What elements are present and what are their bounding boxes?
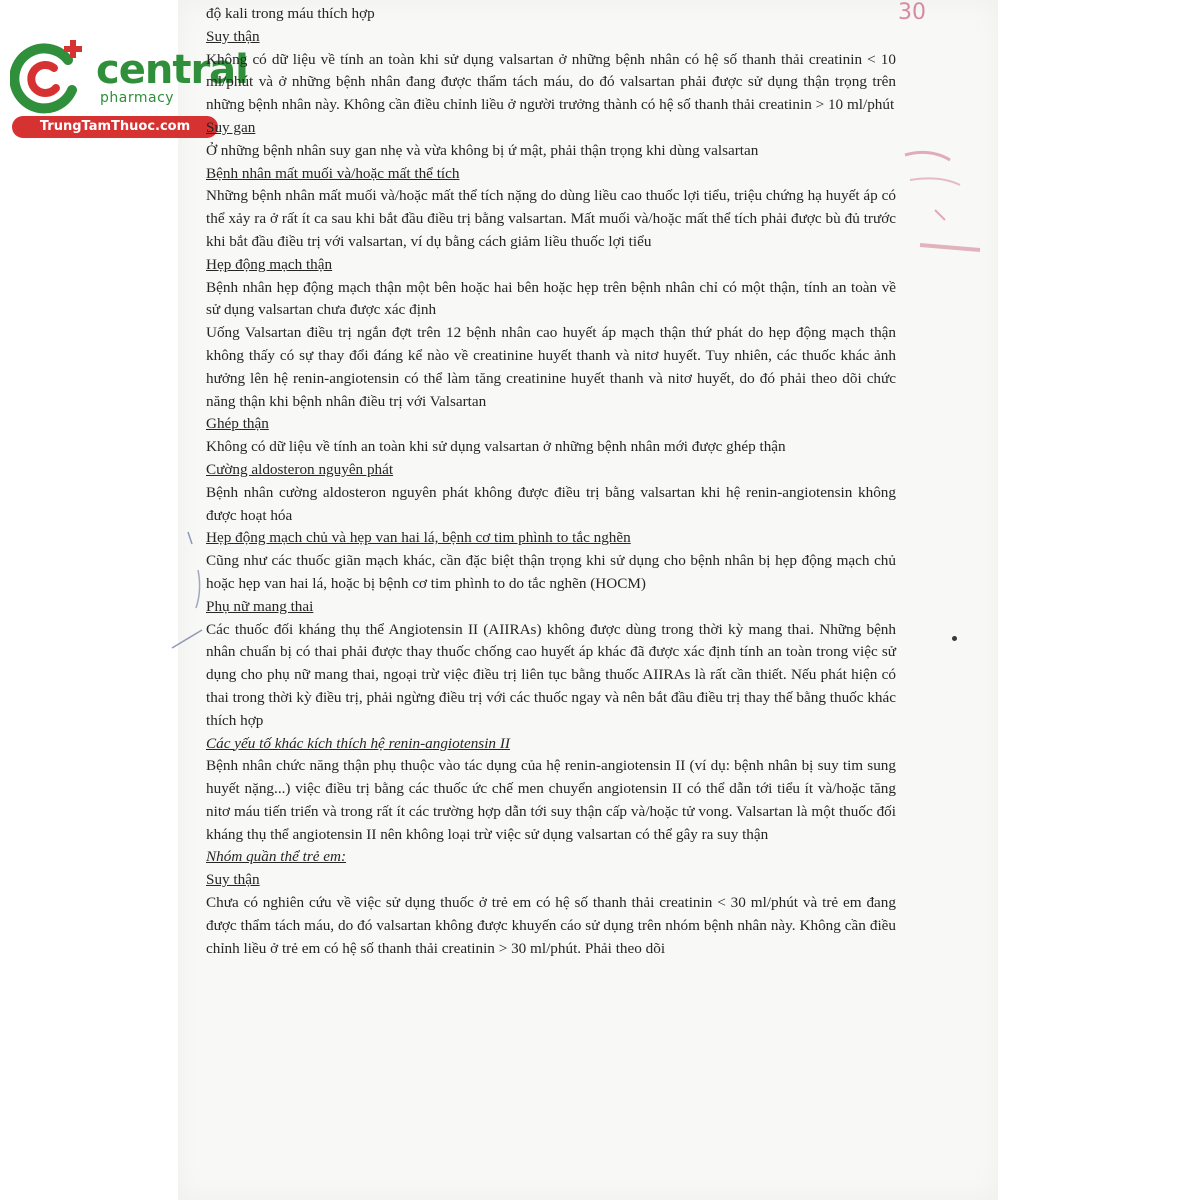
paragraph-tre-em: Chưa có nghiên cứu về việc sử dụng thuốc ở trẻ em có hệ số thanh thải creatinin < 30 ml/phút và trẻ em đang được thẩm tách máu, do đó valsartan không được khuyến cáo sử dụng trên nhóm bệnh nhân này. Không cần điều chỉnh liều ở trẻ em có hệ số thanh thải creatinin > 30 ml/phút. Phải theo dõi bbox=[206, 894, 896, 957]
heading-hep-dong-mach-chu: Hẹp động mạch chủ và hẹp van hai lá, bệnh cơ tim phình to tắc nghẽn bbox=[206, 529, 631, 547]
stamp-fragment-top: 30 bbox=[898, 0, 926, 25]
paragraph-hep-dong-mach-than-2: Uống Valsartan điều trị ngắn đợt trên 12 bệnh nhân cao huyết áp mạch thận thứ phát do hẹp động mạch thận không thấy có sự thay đổi đáng kể nào về creatinine huyết thanh và nitơ huyết. Tuy nhiên, các thuốc khác ảnh hưởng lên hệ renin-angiotensin có thể làm tăng creatinine huyết thanh và nitơ huyết, do đó phải theo dõi chức năng thận khi bệnh nhân điều trị với Valsartan bbox=[206, 324, 896, 410]
heading-yeu-to-khac: Các yếu tố khác kích thích hệ renin-angiotensin II bbox=[206, 734, 510, 752]
paragraph-aldosteron: Bệnh nhân cường aldosteron nguyên phát không được điều trị bằng valsartan khi hệ renin-angiotensin không được hoạt hóa bbox=[206, 483, 896, 524]
paragraph-yeu-to-khac: Bệnh nhân chức năng thận phụ thuộc vào tác dụng của hệ renin-angiotensin II (ví dụ: bệnh nhân bị suy tim sung huyết nặng...) việc điều trị bằng các thuốc ức chế men chuyển angiotensin II có thể dẫn tới tiểu ít và/hoặc tăng nitơ máu tiến triển và trong rất ít các trường hợp dẫn tới suy thận cấp và/hoặc tử vong. Valsartan là một thuốc đối kháng thụ thể angiotensin II nên không loại trừ việc sử dụng valsartan có thể gây ra suy thận bbox=[206, 757, 896, 843]
heading-mat-muoi: Bệnh nhân mất muối và/hoặc mất thể tích bbox=[206, 164, 460, 182]
paragraph-hep-dong-mach-than-1: Bệnh nhân hẹp động mạch thận một bên hoặc hai bên hoặc hẹp trên bệnh nhân chỉ có một thận, tính an toàn về sử dụng valsartan chưa được xác định bbox=[206, 278, 896, 319]
margin-pen-marks-icon bbox=[168, 530, 208, 650]
heading-suy-than-tre-em: Suy thận bbox=[206, 871, 260, 889]
heading-tre-em: Nhóm quần thể trẻ em: bbox=[206, 848, 347, 866]
paragraph-suy-than: Không có dữ liệu về tính an toàn khi sử dụng valsartan ở những bệnh nhân có hệ số thanh thải creatinin < 10 ml/phút và ở những bệnh nhân đang được thẩm tách máu, do đó valsartan phải được sử dụng thận trọng trên những bệnh nhân này. Không cần điều chỉnh liều ở người trưởng thành có hệ số thanh thải creatinin > 10 ml/phút bbox=[206, 50, 896, 114]
paragraph-phu-nu-mang-thai: Các thuốc đối kháng thụ thể Angiotensin II (AIIRAs) không được dùng trong thời kỳ mang thai. Những bệnh nhân chuẩn bị có thai phải được thay thuốc chống cao huyết áp khác đã được xác định tính an toàn trong việc sử dụng cho phụ nữ mang thai, ngoại trừ việc điều trị liên tục bằng thuốc AIIRAs là rất cần thiết. Nếu phát hiện có thai trong thời kỳ điều trị, phải ngừng điều trị với các thuốc ngay và nên bắt đầu điều trị thay thế bằng thuốc khác thích hợp bbox=[206, 620, 896, 729]
paragraph-suy-gan: Ở những bệnh nhân suy gan nhẹ và vừa không bị ứ mật, phải thận trọng khi dùng valsartan bbox=[206, 141, 759, 159]
paragraph-hep-dong-mach-chu: Cũng như các thuốc giãn mạch khác, cần đặc biệt thận trọng khi sử dụng cho bệnh nhân bị hẹp động mạch chủ hoặc hẹp van hai lá, hoặc bị bệnh cơ tim phình to do tắc nghẽn (HOCM) bbox=[206, 552, 896, 592]
heading-hep-dong-mach-than: Hẹp động mạch thận bbox=[206, 255, 333, 273]
heading-ghep-than: Ghép thận bbox=[206, 415, 269, 433]
document-body bbox=[206, 3, 896, 960]
heading-suy-than: Suy thận bbox=[206, 27, 260, 45]
heading-suy-gan: Suy gan bbox=[206, 118, 256, 136]
ink-dot bbox=[952, 636, 957, 641]
paragraph: độ kali trong máu thích hợp bbox=[206, 5, 375, 22]
heading-aldosteron: Cường aldosteron nguyên phát bbox=[206, 460, 394, 478]
brand-name: central bbox=[96, 47, 248, 93]
brand-subtitle: pharmacy bbox=[100, 90, 175, 106]
paragraph-mat-muoi: Những bệnh nhân mất muối và/hoặc mất thể tích nặng do dùng liều cao thuốc lợi tiểu, triệu chứng hạ huyết áp có thể xảy ra ở rất ít ca sau khi bắt đầu điều trị bằng valsartan. Mất muối và/hoặc mất thể tích phải được bù đủ trước khi bắt đầu điều trị với valsartan, ví dụ bằng cách giảm liều thuốc lợi tiểu bbox=[206, 187, 896, 250]
stamp-fragment-right-icon bbox=[900, 140, 985, 260]
heading-phu-nu-mang-thai: Phụ nữ mang thai bbox=[206, 597, 314, 615]
pharmacy-cross-logo-icon bbox=[10, 38, 96, 118]
paragraph-ghep-than: Không có dữ liệu về tính an toàn khi sử dụng valsartan ở những bệnh nhân mới được ghép thận bbox=[206, 438, 786, 456]
website-url-badge: TrungTamThuoc.com bbox=[12, 116, 218, 138]
